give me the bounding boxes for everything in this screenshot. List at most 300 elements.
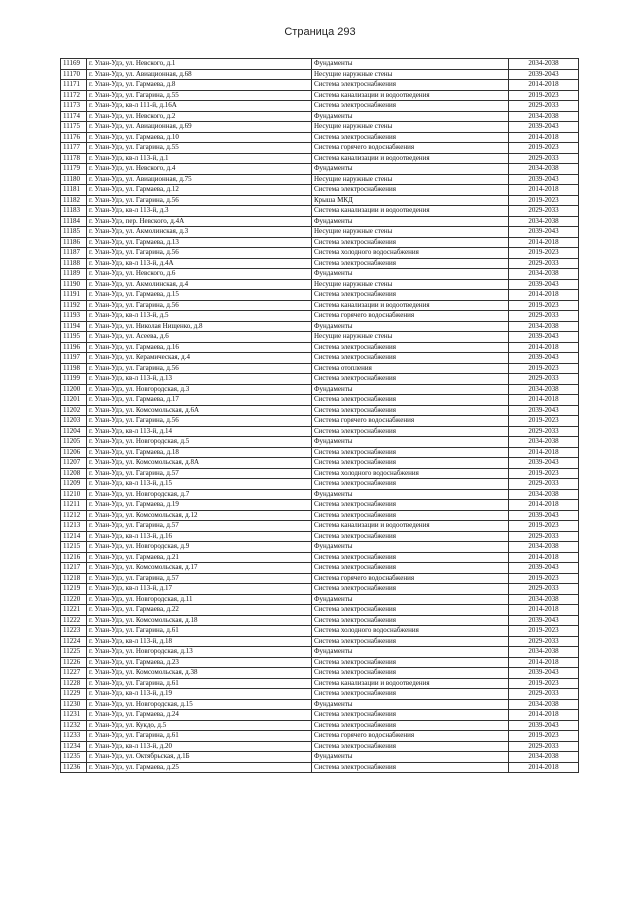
table-row bbox=[61, 174, 579, 185]
work-type-cell: Система электроснабжения bbox=[312, 353, 509, 364]
work-type-cell: Система канализации и водоотведения bbox=[312, 90, 509, 101]
period-cell: 2039-2043 bbox=[509, 174, 579, 185]
row-number: 11181 bbox=[61, 185, 87, 196]
row-number: 11216 bbox=[61, 552, 87, 563]
row-number: 11182 bbox=[61, 195, 87, 206]
row-number: 11224 bbox=[61, 636, 87, 647]
address-cell: г. Улан-Удэ, кв-л 113-й, д.3 bbox=[87, 206, 312, 217]
row-number: 11210 bbox=[61, 489, 87, 500]
work-type-cell: Система электроснабжения bbox=[312, 584, 509, 595]
address-cell: г. Улан-Удэ, ул. Гармаева, д.23 bbox=[87, 657, 312, 668]
row-number: 11173 bbox=[61, 101, 87, 112]
row-number: 11217 bbox=[61, 563, 87, 574]
work-type-cell: Несущие наружные стены bbox=[312, 122, 509, 133]
row-number: 11222 bbox=[61, 615, 87, 626]
work-type-cell: Система электроснабжения bbox=[312, 185, 509, 196]
table-row bbox=[61, 353, 579, 364]
address-cell: г. Улан-Удэ, кв-л 113-й, д.5 bbox=[87, 311, 312, 322]
table-row bbox=[61, 164, 579, 175]
address-cell: г. Улан-Удэ, ул. Октябрьская, д.1Б bbox=[87, 752, 312, 763]
period-cell: 2029-2033 bbox=[509, 311, 579, 322]
work-type-cell: Фундаменты bbox=[312, 647, 509, 658]
address-cell: г. Улан-Удэ, ул. Гармаева, д.15 bbox=[87, 290, 312, 301]
work-type-cell: Система холодного водоснабжения bbox=[312, 626, 509, 637]
address-cell: г. Улан-Удэ, ул. Невского, д.2 bbox=[87, 111, 312, 122]
period-cell: 2039-2043 bbox=[509, 279, 579, 290]
table-row bbox=[61, 111, 579, 122]
row-number: 11211 bbox=[61, 500, 87, 511]
address-cell: г. Улан-Удэ, ул. Гагарина, д.56 bbox=[87, 363, 312, 374]
period-cell: 2019-2023 bbox=[509, 678, 579, 689]
period-cell: 2039-2043 bbox=[509, 615, 579, 626]
address-cell: г. Улан-Удэ, ул. Гагарина, д.57 bbox=[87, 468, 312, 479]
row-number: 11204 bbox=[61, 426, 87, 437]
work-type-cell: Фундаменты bbox=[312, 269, 509, 280]
table-row bbox=[61, 332, 579, 343]
work-type-cell: Несущие наружные стены bbox=[312, 332, 509, 343]
table-row bbox=[61, 237, 579, 248]
address-cell: г. Улан-Удэ, ул. Гагарина, д.61 bbox=[87, 678, 312, 689]
period-cell: 2019-2023 bbox=[509, 468, 579, 479]
work-type-cell: Система электроснабжения bbox=[312, 458, 509, 469]
row-number: 11233 bbox=[61, 731, 87, 742]
address-cell: г. Улан-Удэ, ул. Гармаева, д.17 bbox=[87, 395, 312, 406]
row-number: 11225 bbox=[61, 647, 87, 658]
row-number: 11170 bbox=[61, 69, 87, 80]
period-cell: 2014-2018 bbox=[509, 447, 579, 458]
table-row bbox=[61, 657, 579, 668]
period-cell: 2034-2038 bbox=[509, 269, 579, 280]
row-number: 11178 bbox=[61, 153, 87, 164]
address-cell: г. Улан-Удэ, ул. Гагарина, д.57 bbox=[87, 521, 312, 532]
period-cell: 2034-2038 bbox=[509, 111, 579, 122]
period-cell: 2019-2023 bbox=[509, 248, 579, 259]
address-cell: г. Улан-Удэ, кв-л 113-й, д.13 bbox=[87, 374, 312, 385]
table-row bbox=[61, 69, 579, 80]
address-cell: г. Улан-Удэ, ул. Акмолинская, д.3 bbox=[87, 227, 312, 238]
work-type-cell: Фундаменты bbox=[312, 59, 509, 70]
address-cell: г. Улан-Удэ, ул. Кукдо, д.5 bbox=[87, 720, 312, 731]
address-cell: г. Улан-Удэ, ул. Гармаева, д.13 bbox=[87, 237, 312, 248]
row-number: 11227 bbox=[61, 668, 87, 679]
work-type-cell: Система электроснабжения bbox=[312, 531, 509, 542]
period-cell: 2014-2018 bbox=[509, 657, 579, 668]
work-type-cell: Система горячего водоснабжения bbox=[312, 731, 509, 742]
work-type-cell: Система электроснабжения bbox=[312, 342, 509, 353]
row-number: 11206 bbox=[61, 447, 87, 458]
table-row bbox=[61, 321, 579, 332]
row-number: 11220 bbox=[61, 594, 87, 605]
address-cell: г. Улан-Удэ, кв-л 113-й, д.18 bbox=[87, 636, 312, 647]
period-cell: 2014-2018 bbox=[509, 762, 579, 773]
row-number: 11200 bbox=[61, 384, 87, 395]
table-row bbox=[61, 752, 579, 763]
work-type-cell: Система электроснабжения bbox=[312, 258, 509, 269]
period-cell: 2029-2033 bbox=[509, 101, 579, 112]
row-number: 11223 bbox=[61, 626, 87, 637]
address-cell: г. Улан-Удэ, ул. Новгородская, д.5 bbox=[87, 437, 312, 448]
table-row bbox=[61, 426, 579, 437]
row-number: 11235 bbox=[61, 752, 87, 763]
row-number: 11176 bbox=[61, 132, 87, 143]
table-row bbox=[61, 447, 579, 458]
work-type-cell: Система канализации и водоотведения bbox=[312, 206, 509, 217]
work-type-cell: Фундаменты bbox=[312, 164, 509, 175]
period-cell: 2029-2033 bbox=[509, 584, 579, 595]
row-number: 11234 bbox=[61, 741, 87, 752]
table-row bbox=[61, 720, 579, 731]
work-type-cell: Система канализации и водоотведения bbox=[312, 678, 509, 689]
address-cell: г. Улан-Удэ, пер. Невского, д.4А bbox=[87, 216, 312, 227]
table-row bbox=[61, 489, 579, 500]
row-number: 11190 bbox=[61, 279, 87, 290]
row-number: 11195 bbox=[61, 332, 87, 343]
period-cell: 2014-2018 bbox=[509, 710, 579, 721]
address-cell: г. Улан-Удэ, ул. Гармаева, д.12 bbox=[87, 185, 312, 196]
work-type-cell: Несущие наружные стены bbox=[312, 174, 509, 185]
period-cell: 2014-2018 bbox=[509, 395, 579, 406]
address-cell: г. Улан-Удэ, ул. Новгородская, д.15 bbox=[87, 699, 312, 710]
work-type-cell: Фундаменты bbox=[312, 752, 509, 763]
address-cell: г. Улан-Удэ, ул. Гагарина, д.55 bbox=[87, 143, 312, 154]
address-cell: г. Улан-Удэ, ул. Авиационная, д.68 bbox=[87, 69, 312, 80]
address-cell: г. Улан-Удэ, ул. Гагарина, д.55 bbox=[87, 90, 312, 101]
table-row bbox=[61, 132, 579, 143]
row-number: 11212 bbox=[61, 510, 87, 521]
work-type-cell: Система электроснабжения bbox=[312, 132, 509, 143]
row-number: 11174 bbox=[61, 111, 87, 122]
work-type-cell: Система электроснабжения bbox=[312, 668, 509, 679]
address-cell: г. Улан-Удэ, ул. Керамическая, д.4 bbox=[87, 353, 312, 364]
period-cell: 2014-2018 bbox=[509, 80, 579, 91]
table-row bbox=[61, 594, 579, 605]
table-row bbox=[61, 605, 579, 616]
period-cell: 2014-2018 bbox=[509, 237, 579, 248]
table-row bbox=[61, 258, 579, 269]
period-cell: 2019-2023 bbox=[509, 363, 579, 374]
row-number: 11177 bbox=[61, 143, 87, 154]
period-cell: 2014-2018 bbox=[509, 342, 579, 353]
period-cell: 2039-2043 bbox=[509, 720, 579, 731]
work-type-cell: Система электроснабжения bbox=[312, 605, 509, 616]
period-cell: 2019-2023 bbox=[509, 195, 579, 206]
table-row bbox=[61, 647, 579, 658]
work-type-cell: Фундаменты bbox=[312, 489, 509, 500]
work-type-cell: Система электроснабжения bbox=[312, 426, 509, 437]
work-type-cell: Система электроснабжения bbox=[312, 615, 509, 626]
work-type-cell: Крыша МКД bbox=[312, 195, 509, 206]
work-type-cell: Фундаменты bbox=[312, 542, 509, 553]
row-number: 11175 bbox=[61, 122, 87, 133]
period-cell: 2019-2023 bbox=[509, 416, 579, 427]
address-cell: г. Улан-Удэ, кв-л 113-й, д.20 bbox=[87, 741, 312, 752]
address-cell: г. Улан-Удэ, кв-л 113-й, д.17 bbox=[87, 584, 312, 595]
work-type-cell: Несущие наружные стены bbox=[312, 279, 509, 290]
period-cell: 2014-2018 bbox=[509, 552, 579, 563]
work-type-cell: Система электроснабжения bbox=[312, 710, 509, 721]
table-row bbox=[61, 384, 579, 395]
table-row bbox=[61, 416, 579, 427]
table-row bbox=[61, 206, 579, 217]
table-row bbox=[61, 479, 579, 490]
row-number: 11230 bbox=[61, 699, 87, 710]
work-type-cell: Система электроснабжения bbox=[312, 563, 509, 574]
work-type-cell: Фундаменты bbox=[312, 321, 509, 332]
work-type-cell: Несущие наружные стены bbox=[312, 227, 509, 238]
period-cell: 2019-2023 bbox=[509, 626, 579, 637]
period-cell: 2029-2033 bbox=[509, 636, 579, 647]
table-row bbox=[61, 101, 579, 112]
address-cell: г. Улан-Удэ, ул. Невского, д.4 bbox=[87, 164, 312, 175]
address-cell: г. Улан-Удэ, ул. Невского, д.1 bbox=[87, 59, 312, 70]
period-cell: 2034-2038 bbox=[509, 647, 579, 658]
work-type-cell: Система электроснабжения bbox=[312, 80, 509, 91]
row-number: 11214 bbox=[61, 531, 87, 542]
row-number: 11188 bbox=[61, 258, 87, 269]
row-number: 11219 bbox=[61, 584, 87, 595]
address-cell: г. Улан-Удэ, кв-л 113-й, д.1 bbox=[87, 153, 312, 164]
period-cell: 2019-2023 bbox=[509, 90, 579, 101]
table-row bbox=[61, 437, 579, 448]
address-cell: г. Улан-Удэ, ул. Комсомольская, д.8А bbox=[87, 458, 312, 469]
table-row bbox=[61, 300, 579, 311]
work-type-cell: Система электроснабжения bbox=[312, 510, 509, 521]
table-row bbox=[61, 395, 579, 406]
work-type-cell: Система электроснабжения bbox=[312, 447, 509, 458]
period-cell: 2034-2038 bbox=[509, 384, 579, 395]
period-cell: 2029-2033 bbox=[509, 531, 579, 542]
period-cell: 2019-2023 bbox=[509, 573, 579, 584]
period-cell: 2029-2033 bbox=[509, 426, 579, 437]
row-number: 11207 bbox=[61, 458, 87, 469]
table-row bbox=[61, 374, 579, 385]
work-type-cell: Несущие наружные стены bbox=[312, 69, 509, 80]
row-number: 11209 bbox=[61, 479, 87, 490]
work-type-cell: Система горячего водоснабжения bbox=[312, 416, 509, 427]
period-cell: 2039-2043 bbox=[509, 563, 579, 574]
address-cell: г. Улан-Удэ, ул. Гармаева, д.18 bbox=[87, 447, 312, 458]
period-cell: 2034-2038 bbox=[509, 216, 579, 227]
address-cell: г. Улан-Удэ, ул. Гагарина, д.61 bbox=[87, 626, 312, 637]
table-row bbox=[61, 710, 579, 721]
row-number: 11169 bbox=[61, 59, 87, 70]
period-cell: 2014-2018 bbox=[509, 132, 579, 143]
table-row bbox=[61, 563, 579, 574]
address-cell: г. Улан-Удэ, кв-л 113-й, д.4А bbox=[87, 258, 312, 269]
table-row bbox=[61, 216, 579, 227]
work-type-cell: Система электроснабжения bbox=[312, 657, 509, 668]
row-number: 11185 bbox=[61, 227, 87, 238]
row-number: 11194 bbox=[61, 321, 87, 332]
address-cell: г. Улан-Удэ, ул. Авиационная, д.75 bbox=[87, 174, 312, 185]
row-number: 11183 bbox=[61, 206, 87, 217]
period-cell: 2034-2038 bbox=[509, 59, 579, 70]
row-number: 11196 bbox=[61, 342, 87, 353]
work-type-cell: Система электроснабжения bbox=[312, 101, 509, 112]
work-type-cell: Система горячего водоснабжения bbox=[312, 573, 509, 584]
address-cell: г. Улан-Удэ, ул. Гармаева, д.25 bbox=[87, 762, 312, 773]
work-type-cell: Система отопления bbox=[312, 363, 509, 374]
period-cell: 2029-2033 bbox=[509, 374, 579, 385]
period-cell: 2039-2043 bbox=[509, 332, 579, 343]
period-cell: 2029-2033 bbox=[509, 153, 579, 164]
work-type-cell: Система электроснабжения bbox=[312, 500, 509, 511]
row-number: 11189 bbox=[61, 269, 87, 280]
work-type-cell: Система электроснабжения bbox=[312, 720, 509, 731]
table-row bbox=[61, 573, 579, 584]
address-cell: г. Улан-Удэ, ул. Новгородская, д.13 bbox=[87, 647, 312, 658]
period-cell: 2034-2038 bbox=[509, 752, 579, 763]
period-cell: 2039-2043 bbox=[509, 353, 579, 364]
address-cell: г. Улан-Удэ, ул. Новгородская, д.11 bbox=[87, 594, 312, 605]
work-type-cell: Система электроснабжения bbox=[312, 290, 509, 301]
row-number: 11186 bbox=[61, 237, 87, 248]
table-row bbox=[61, 510, 579, 521]
table-row bbox=[61, 279, 579, 290]
period-cell: 2039-2043 bbox=[509, 668, 579, 679]
work-type-cell: Система холодного водоснабжения bbox=[312, 248, 509, 259]
period-cell: 2039-2043 bbox=[509, 122, 579, 133]
work-type-cell: Система канализации и водоотведения bbox=[312, 300, 509, 311]
work-type-cell: Фундаменты bbox=[312, 384, 509, 395]
address-cell: г. Улан-Удэ, ул. Гагарина, д.61 bbox=[87, 731, 312, 742]
table-row bbox=[61, 468, 579, 479]
address-cell: г. Улан-Удэ, ул. Комсомольская, д.38 bbox=[87, 668, 312, 679]
table-row bbox=[61, 615, 579, 626]
address-cell: г. Улан-Удэ, ул. Акмолинская, д.4 bbox=[87, 279, 312, 290]
row-number: 11218 bbox=[61, 573, 87, 584]
address-cell: г. Улан-Удэ, ул. Гармаева, д.16 bbox=[87, 342, 312, 353]
table-row bbox=[61, 90, 579, 101]
table-row bbox=[61, 227, 579, 238]
address-cell: г. Улан-Удэ, ул. Гармаева, д.21 bbox=[87, 552, 312, 563]
row-number: 11172 bbox=[61, 90, 87, 101]
period-cell: 2034-2038 bbox=[509, 489, 579, 500]
table-row bbox=[61, 458, 579, 469]
row-number: 11184 bbox=[61, 216, 87, 227]
address-cell: г. Улан-Удэ, ул. Гагарина, д.56 bbox=[87, 195, 312, 206]
address-cell: г. Улан-Удэ, ул. Гагарина, д.57 bbox=[87, 573, 312, 584]
work-type-cell: Система горячего водоснабжения bbox=[312, 143, 509, 154]
work-type-cell: Система канализации и водоотведения bbox=[312, 521, 509, 532]
work-type-cell: Фундаменты bbox=[312, 594, 509, 605]
period-cell: 2019-2023 bbox=[509, 300, 579, 311]
table-row bbox=[61, 699, 579, 710]
work-type-cell: Фундаменты bbox=[312, 216, 509, 227]
row-number: 11197 bbox=[61, 353, 87, 364]
work-type-cell: Фундаменты bbox=[312, 111, 509, 122]
work-type-cell: Система электроснабжения bbox=[312, 405, 509, 416]
table-row bbox=[61, 80, 579, 91]
period-cell: 2039-2043 bbox=[509, 510, 579, 521]
period-cell: 2019-2023 bbox=[509, 731, 579, 742]
row-number: 11213 bbox=[61, 521, 87, 532]
period-cell: 2039-2043 bbox=[509, 458, 579, 469]
row-number: 11191 bbox=[61, 290, 87, 301]
row-number: 11205 bbox=[61, 437, 87, 448]
row-number: 11193 bbox=[61, 311, 87, 322]
row-number: 11236 bbox=[61, 762, 87, 773]
row-number: 11187 bbox=[61, 248, 87, 259]
address-cell: г. Улан-Удэ, ул. Невского, д.6 bbox=[87, 269, 312, 280]
table-row bbox=[61, 762, 579, 773]
row-number: 11228 bbox=[61, 678, 87, 689]
table-row bbox=[61, 195, 579, 206]
period-cell: 2029-2033 bbox=[509, 206, 579, 217]
address-cell: г. Улан-Удэ, ул. Гармаева, д.19 bbox=[87, 500, 312, 511]
period-cell: 2029-2033 bbox=[509, 258, 579, 269]
period-cell: 2039-2043 bbox=[509, 405, 579, 416]
row-number: 11201 bbox=[61, 395, 87, 406]
table-row bbox=[61, 290, 579, 301]
period-cell: 2014-2018 bbox=[509, 185, 579, 196]
table-row bbox=[61, 153, 579, 164]
period-cell: 2034-2038 bbox=[509, 164, 579, 175]
address-cell: г. Улан-Удэ, кв-л 113-й, д.14 bbox=[87, 426, 312, 437]
period-cell: 2029-2033 bbox=[509, 741, 579, 752]
period-cell: 2034-2038 bbox=[509, 594, 579, 605]
work-type-cell: Система канализации и водоотведения bbox=[312, 153, 509, 164]
row-number: 11179 bbox=[61, 164, 87, 175]
address-cell: г. Улан-Удэ, ул. Новгородская, д.7 bbox=[87, 489, 312, 500]
period-cell: 2034-2038 bbox=[509, 542, 579, 553]
work-type-cell: Система электроснабжения bbox=[312, 552, 509, 563]
table-row bbox=[61, 678, 579, 689]
row-number: 11199 bbox=[61, 374, 87, 385]
table-row bbox=[61, 185, 579, 196]
table-row bbox=[61, 626, 579, 637]
table-row bbox=[61, 731, 579, 742]
table-body bbox=[61, 59, 579, 773]
address-cell: г. Улан-Удэ, ул. Комсомольская, д.18 bbox=[87, 615, 312, 626]
period-cell: 2039-2043 bbox=[509, 69, 579, 80]
address-cell: г. Улан-Удэ, ул. Асеева, д.6 bbox=[87, 332, 312, 343]
table-row bbox=[61, 248, 579, 259]
address-cell: г. Улан-Удэ, ул. Комсомольская, д.12 bbox=[87, 510, 312, 521]
row-number: 11226 bbox=[61, 657, 87, 668]
address-cell: г. Улан-Удэ, ул. Новгородская, д.3 bbox=[87, 384, 312, 395]
address-cell: г. Улан-Удэ, ул. Гармаева, д.8 bbox=[87, 80, 312, 91]
table-row bbox=[61, 668, 579, 679]
work-type-cell: Фундаменты bbox=[312, 699, 509, 710]
work-type-cell: Фундаменты bbox=[312, 437, 509, 448]
capital-repair-table bbox=[60, 58, 579, 773]
address-cell: г. Улан-Удэ, ул. Гармаева, д.22 bbox=[87, 605, 312, 616]
period-cell: 2014-2018 bbox=[509, 605, 579, 616]
table-row bbox=[61, 521, 579, 532]
row-number: 11171 bbox=[61, 80, 87, 91]
table-row bbox=[61, 59, 579, 70]
period-cell: 2034-2038 bbox=[509, 321, 579, 332]
table-row bbox=[61, 636, 579, 647]
work-type-cell: Система электроснабжения bbox=[312, 689, 509, 700]
row-number: 11192 bbox=[61, 300, 87, 311]
row-number: 11202 bbox=[61, 405, 87, 416]
work-type-cell: Система электроснабжения bbox=[312, 374, 509, 385]
address-cell: г. Улан-Удэ, ул. Гармаева, д.10 bbox=[87, 132, 312, 143]
period-cell: 2029-2033 bbox=[509, 479, 579, 490]
table-row bbox=[61, 741, 579, 752]
address-cell: г. Улан-Удэ, кв-л 113-й, д.16 bbox=[87, 531, 312, 542]
address-cell: г. Улан-Удэ, кв-л 113-й, д.19 bbox=[87, 689, 312, 700]
row-number: 11229 bbox=[61, 689, 87, 700]
work-type-cell: Система электроснабжения bbox=[312, 237, 509, 248]
work-type-cell: Система электроснабжения bbox=[312, 479, 509, 490]
address-cell: г. Улан-Удэ, ул. Гагарина, д.56 bbox=[87, 416, 312, 427]
period-cell: 2019-2023 bbox=[509, 143, 579, 154]
work-type-cell: Система электроснабжения bbox=[312, 395, 509, 406]
row-number: 11198 bbox=[61, 363, 87, 374]
